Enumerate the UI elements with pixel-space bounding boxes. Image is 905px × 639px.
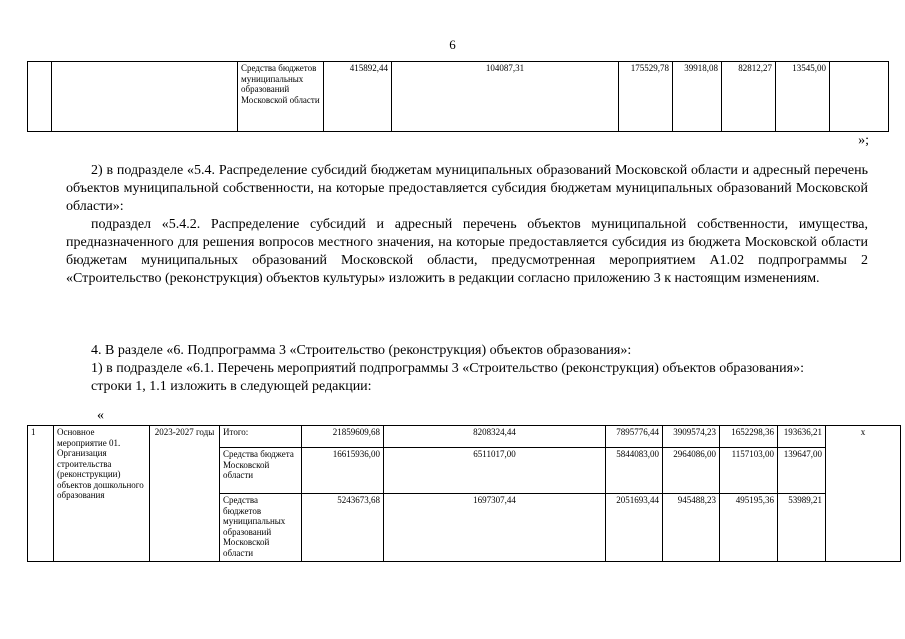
row-number-cell: 1 [28,426,54,562]
funding-source-cell: Итого: [220,426,302,448]
activity-name-cell: Основное мероприятие 01. Организация строительства (реконструкции) объектов дошкольного образования [54,426,150,562]
table-cell [52,62,238,132]
table-row [28,62,889,132]
value-cell [830,62,889,132]
section-2-text [66,162,868,288]
value-cell: 5844083,00 [606,448,663,494]
value-cell: 21859609,68 [302,426,384,448]
value-cell: 13545,00 [776,62,830,132]
funding-source-cell: Средства бюджета Московской области [220,448,302,494]
value-cell: 16615936,00 [302,448,384,494]
mark-cell: x [826,426,901,562]
period-cell: 2023-2027 годы [150,426,220,562]
value-cell: 104087,31 [392,62,619,132]
funding-source-cell: Средства бюджетов муниципальных образований Московской области [220,494,302,562]
value-cell: 193636,21 [778,426,826,448]
value-cell: 175529,78 [619,62,673,132]
table-row [28,426,901,448]
value-cell: 39918,08 [673,62,722,132]
value-cell: 945488,23 [663,494,720,562]
table-cell [28,62,52,132]
paragraph: 4. В разделе «6. Подпрограмма 3 «Строительство (реконструкция) объектов образования»: [91,343,632,358]
value-cell: 5243673,68 [302,494,384,562]
opening-quote: « [97,408,104,423]
value-cell: 2051693,44 [606,494,663,562]
funding-source-cell: Средства бюджетов муниципальных образований Московской области [238,62,324,132]
value-cell: 2964086,00 [663,448,720,494]
value-cell: 1157103,00 [720,448,778,494]
value-cell: 415892,44 [324,62,392,132]
section-4-text [66,342,868,396]
activities-table [27,425,901,562]
value-cell: 1697307,44 [384,494,606,562]
value-cell: 3909574,23 [663,426,720,448]
value-cell: 8208324,44 [384,426,606,448]
paragraph: 1) в подразделе «6.1. Перечень мероприятий подпрограммы 3 «Строительство (реконструкция) объектов образования»: [91,361,804,376]
value-cell: 6511017,00 [384,448,606,494]
value-cell: 139647,00 [778,448,826,494]
value-cell: 82812,27 [722,62,776,132]
page-number: 6 [449,37,456,52]
budget-table-continuation [27,61,889,132]
value-cell: 1652298,36 [720,426,778,448]
value-cell: 495195,36 [720,494,778,562]
paragraph: 2) в подразделе «5.4. Распределение субсидий бюджетам муниципальных образований Московской области и адресный перечень объектов муниципальной собственности, на которые предоставляется субсидия бюджетам муниципальных образований Московской области»: [66,163,868,214]
value-cell: 7895776,44 [606,426,663,448]
value-cell: 53989,21 [778,494,826,562]
paragraph: подраздел «5.4.2. Распределение субсидий и адресный перечень объектов муниципальной собственности, имущества, предназначенного для решения вопросов местного значения, на которые предоставляется субсидия из бюджета Московской области бюджетам муниципальных образований Московской области, предусмотренная мероприятием А1.02 подпрограммы 2 «Строительство (реконструкция) объектов культуры» изложить в редакции согласно приложению 3 к настоящим изменениям. [66,217,868,286]
closing-quote: »; [858,133,869,148]
paragraph: строки 1, 1.1 изложить в следующей редакции: [91,379,372,394]
